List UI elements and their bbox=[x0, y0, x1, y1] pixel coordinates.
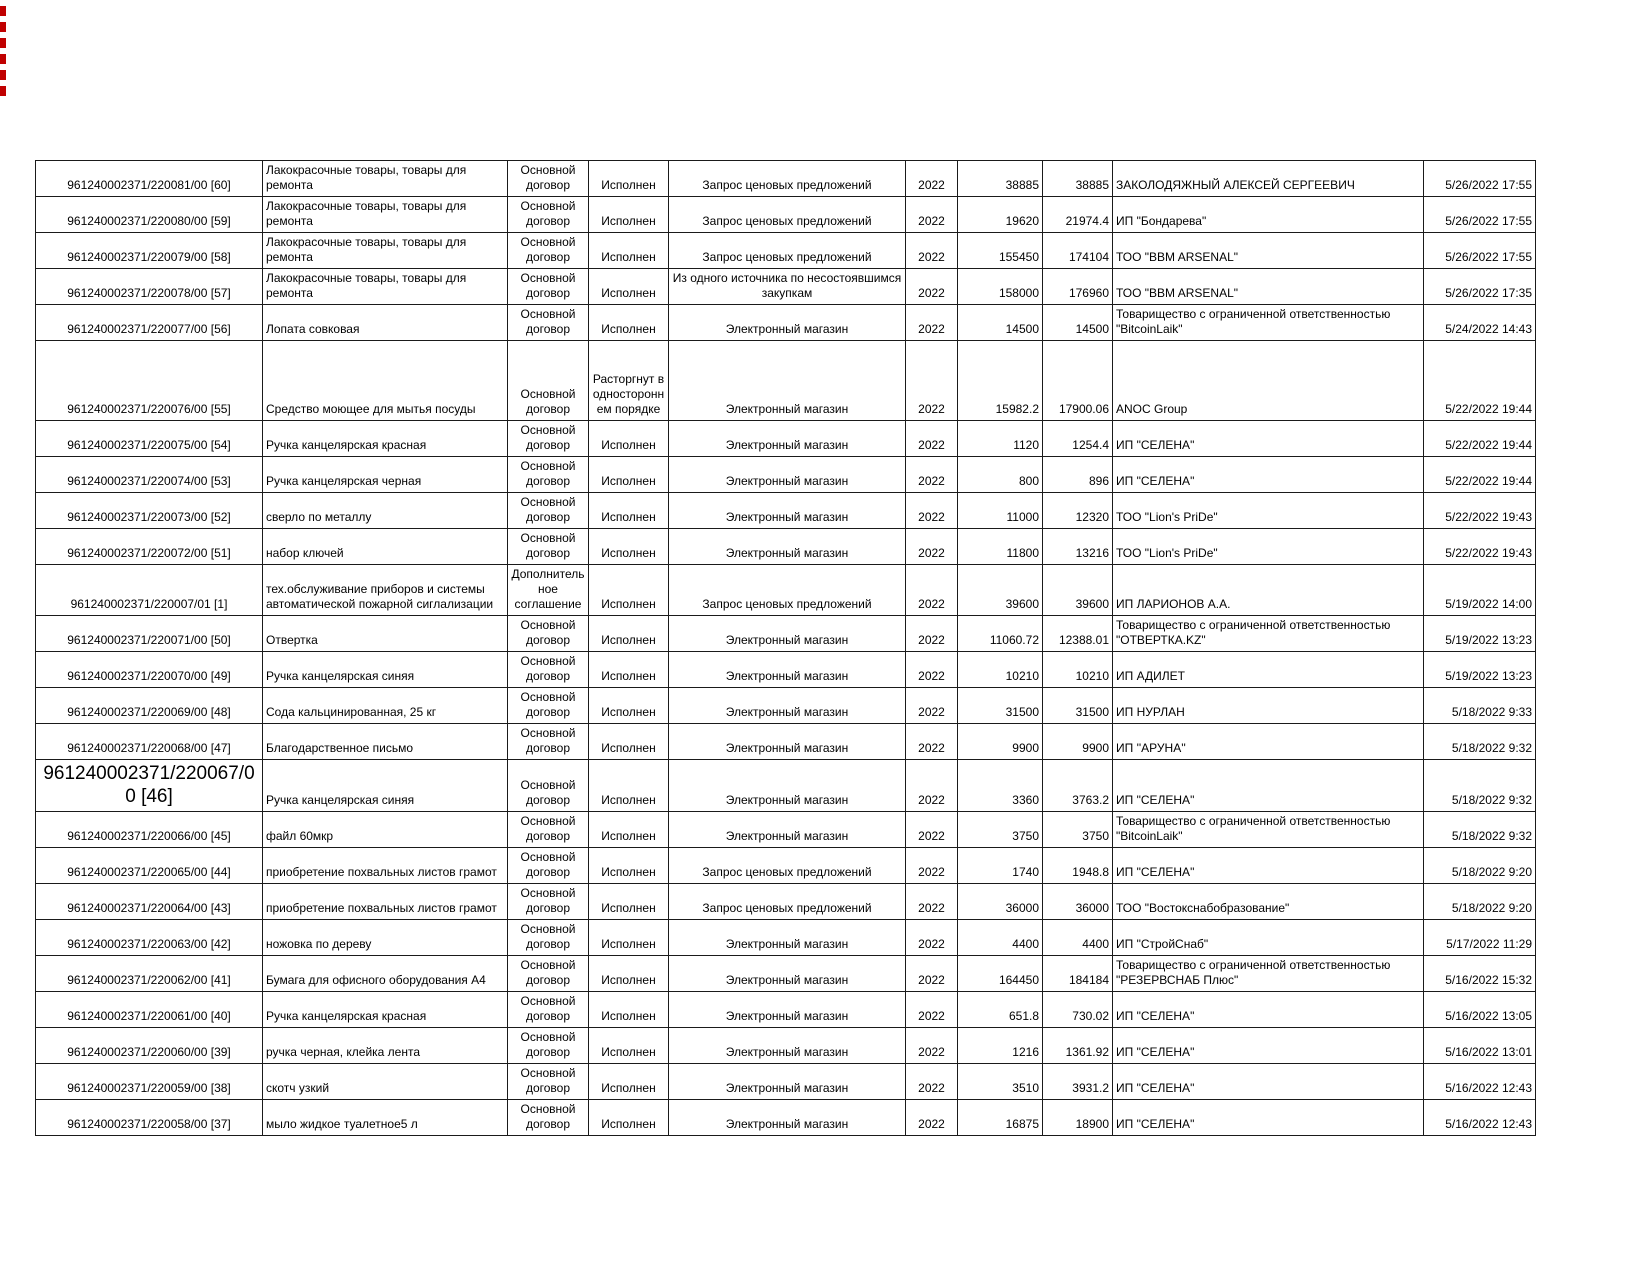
cell-supplier: ИП "СЕЛЕНА" bbox=[1113, 848, 1424, 884]
cell-amount: 15982.2 bbox=[958, 341, 1043, 421]
cell-contract-number: 961240002371/220066/00 [45] bbox=[36, 812, 263, 848]
cell-procurement-method: Электронный магазин bbox=[669, 688, 906, 724]
cell-subject: ручка черная, клейка лента bbox=[263, 1028, 508, 1064]
cell-date: 5/26/2022 17:35 bbox=[1424, 269, 1536, 305]
cell-subject: Лопата совковая bbox=[263, 305, 508, 341]
cell-year: 2022 bbox=[906, 956, 958, 992]
table-row bbox=[36, 812, 1536, 848]
cell-supplier: ANOC Group bbox=[1113, 341, 1424, 421]
cell-year: 2022 bbox=[906, 457, 958, 493]
cell-contract-type: Основной договор bbox=[508, 920, 589, 956]
cell-amount-total: 3931.2 bbox=[1043, 1064, 1113, 1100]
cell-amount: 31500 bbox=[958, 688, 1043, 724]
cell-date: 5/22/2022 19:43 bbox=[1424, 529, 1536, 565]
table-row bbox=[36, 1028, 1536, 1064]
cell-amount: 11800 bbox=[958, 529, 1043, 565]
cell-date: 5/26/2022 17:55 bbox=[1424, 161, 1536, 197]
cell-date: 5/18/2022 9:20 bbox=[1424, 884, 1536, 920]
cell-year: 2022 bbox=[906, 812, 958, 848]
cell-year: 2022 bbox=[906, 616, 958, 652]
cell-subject: тех.обслуживание приборов и системы автоматической пожарной сиглализации bbox=[263, 565, 508, 616]
cell-contract-type: Основной договор bbox=[508, 493, 589, 529]
cell-status: Исполнен bbox=[589, 1100, 669, 1136]
table-row bbox=[36, 884, 1536, 920]
cell-procurement-method: Электронный магазин bbox=[669, 992, 906, 1028]
red-tick bbox=[0, 22, 6, 32]
cell-contract-number: 961240002371/220071/00 [50] bbox=[36, 616, 263, 652]
cell-date: 5/17/2022 11:29 bbox=[1424, 920, 1536, 956]
cell-supplier: ИП ''АРУНА'' bbox=[1113, 724, 1424, 760]
cell-supplier: Товарищество с ограниченной ответственностью "BitcoinLaik" bbox=[1113, 305, 1424, 341]
cell-date: 5/22/2022 19:44 bbox=[1424, 421, 1536, 457]
cell-subject: приобретение похвальных листов грамот bbox=[263, 848, 508, 884]
table-row bbox=[36, 341, 1536, 421]
cell-amount-total: 896 bbox=[1043, 457, 1113, 493]
cell-procurement-method: Электронный магазин bbox=[669, 529, 906, 565]
cell-amount-total: 21974.4 bbox=[1043, 197, 1113, 233]
cell-amount-total: 10210 bbox=[1043, 652, 1113, 688]
cell-contract-number: 961240002371/220058/00 [37] bbox=[36, 1100, 263, 1136]
cell-year: 2022 bbox=[906, 197, 958, 233]
cell-contract-type: Основной договор bbox=[508, 1100, 589, 1136]
cell-contract-number: 961240002371/220064/00 [43] bbox=[36, 884, 263, 920]
cell-status: Расторгнут в одностороннем порядке bbox=[589, 341, 669, 421]
table-row bbox=[36, 956, 1536, 992]
red-tick bbox=[0, 6, 6, 16]
cell-subject: набор ключей bbox=[263, 529, 508, 565]
cell-contract-type: Основной договор bbox=[508, 233, 589, 269]
table-row bbox=[36, 724, 1536, 760]
cell-amount-total: 38885 bbox=[1043, 161, 1113, 197]
cell-contract-number: 961240002371/220067/00 [46] bbox=[36, 760, 263, 812]
cell-date: 5/26/2022 17:55 bbox=[1424, 233, 1536, 269]
cell-subject: приобретение похвальных листов грамот bbox=[263, 884, 508, 920]
cell-status: Исполнен bbox=[589, 1028, 669, 1064]
table-row bbox=[36, 565, 1536, 616]
cell-status: Исполнен bbox=[589, 992, 669, 1028]
cell-supplier: ИП "СЕЛЕНА" bbox=[1113, 992, 1424, 1028]
cell-supplier: Товарищество с ограниченной ответственностью "РЕЗЕРВСНАБ Плюс" bbox=[1113, 956, 1424, 992]
table-row bbox=[36, 760, 1536, 812]
cell-procurement-method: Электронный магазин bbox=[669, 812, 906, 848]
cell-contract-number: 961240002371/220068/00 [47] bbox=[36, 724, 263, 760]
cell-amount-total: 3763.2 bbox=[1043, 760, 1113, 812]
cell-amount: 11060.72 bbox=[958, 616, 1043, 652]
cell-amount-total: 39600 bbox=[1043, 565, 1113, 616]
cell-amount: 38885 bbox=[958, 161, 1043, 197]
cell-contract-number: 961240002371/220073/00 [52] bbox=[36, 493, 263, 529]
cell-contract-type: Основной договор bbox=[508, 529, 589, 565]
cell-status: Исполнен bbox=[589, 616, 669, 652]
cell-contract-type: Основной договор bbox=[508, 616, 589, 652]
cell-amount: 16875 bbox=[958, 1100, 1043, 1136]
cell-contract-number: 961240002371/220077/00 [56] bbox=[36, 305, 263, 341]
cell-amount-total: 1254.4 bbox=[1043, 421, 1113, 457]
cell-contract-number: 961240002371/220069/00 [48] bbox=[36, 688, 263, 724]
cell-date: 5/18/2022 9:20 bbox=[1424, 848, 1536, 884]
cell-contract-type: Основной договор bbox=[508, 457, 589, 493]
cell-amount: 1216 bbox=[958, 1028, 1043, 1064]
cell-subject: Благодарственное письмо bbox=[263, 724, 508, 760]
cell-amount: 1740 bbox=[958, 848, 1043, 884]
cell-status: Исполнен bbox=[589, 269, 669, 305]
cell-amount: 39600 bbox=[958, 565, 1043, 616]
table-row bbox=[36, 529, 1536, 565]
contracts-table bbox=[35, 160, 1536, 1136]
cell-contract-type: Основной договор bbox=[508, 688, 589, 724]
cell-status: Исполнен bbox=[589, 688, 669, 724]
cell-amount-total: 12388.01 bbox=[1043, 616, 1113, 652]
cell-procurement-method: Электронный магазин bbox=[669, 616, 906, 652]
cell-contract-type: Основной договор bbox=[508, 652, 589, 688]
cell-procurement-method: Запрос ценовых предложений bbox=[669, 884, 906, 920]
cell-supplier: ТОО "BBM ARSENAL" bbox=[1113, 269, 1424, 305]
cell-contract-type: Основной договор bbox=[508, 197, 589, 233]
cell-status: Исполнен bbox=[589, 305, 669, 341]
table-row bbox=[36, 457, 1536, 493]
cell-date: 5/19/2022 14:00 bbox=[1424, 565, 1536, 616]
cell-year: 2022 bbox=[906, 848, 958, 884]
cell-procurement-method: Электронный магазин bbox=[669, 1028, 906, 1064]
cell-procurement-method: Электронный магазин bbox=[669, 760, 906, 812]
cell-date: 5/18/2022 9:33 bbox=[1424, 688, 1536, 724]
table-row bbox=[36, 421, 1536, 457]
cell-amount: 14500 bbox=[958, 305, 1043, 341]
cell-amount: 800 bbox=[958, 457, 1043, 493]
cell-amount-total: 1948.8 bbox=[1043, 848, 1113, 884]
cell-status: Исполнен bbox=[589, 724, 669, 760]
cell-date: 5/16/2022 15:32 bbox=[1424, 956, 1536, 992]
cell-amount-total: 9900 bbox=[1043, 724, 1113, 760]
cell-date: 5/26/2022 17:55 bbox=[1424, 197, 1536, 233]
cell-amount-total: 184184 bbox=[1043, 956, 1113, 992]
cell-procurement-method: Электронный магазин bbox=[669, 493, 906, 529]
cell-year: 2022 bbox=[906, 233, 958, 269]
cell-supplier: ТОО "Востокснабобразование" bbox=[1113, 884, 1424, 920]
cell-date: 5/18/2022 9:32 bbox=[1424, 812, 1536, 848]
cell-amount: 11000 bbox=[958, 493, 1043, 529]
cell-subject: Лакокрасочные товары, товары для ремонта bbox=[263, 161, 508, 197]
cell-supplier: ИП "СЕЛЕНА" bbox=[1113, 1064, 1424, 1100]
cell-status: Исполнен bbox=[589, 421, 669, 457]
cell-supplier: ИП "СЕЛЕНА" bbox=[1113, 1028, 1424, 1064]
contracts-table-body bbox=[36, 161, 1536, 1136]
cell-date: 5/16/2022 12:43 bbox=[1424, 1100, 1536, 1136]
cell-procurement-method: Электронный магазин bbox=[669, 724, 906, 760]
cell-subject: файл 60мкр bbox=[263, 812, 508, 848]
cell-year: 2022 bbox=[906, 1028, 958, 1064]
table-row bbox=[36, 1100, 1536, 1136]
cell-status: Исполнен bbox=[589, 956, 669, 992]
cell-year: 2022 bbox=[906, 269, 958, 305]
table-row bbox=[36, 652, 1536, 688]
cell-amount: 3510 bbox=[958, 1064, 1043, 1100]
cell-year: 2022 bbox=[906, 1064, 958, 1100]
cell-subject: Ручка канцелярская синяя bbox=[263, 760, 508, 812]
table-row bbox=[36, 688, 1536, 724]
cell-year: 2022 bbox=[906, 161, 958, 197]
cell-contract-number: 961240002371/220065/00 [44] bbox=[36, 848, 263, 884]
table-row bbox=[36, 493, 1536, 529]
cell-year: 2022 bbox=[906, 688, 958, 724]
cell-contract-number: 961240002371/220080/00 [59] bbox=[36, 197, 263, 233]
cell-year: 2022 bbox=[906, 341, 958, 421]
table-row bbox=[36, 1064, 1536, 1100]
cell-amount: 651.8 bbox=[958, 992, 1043, 1028]
table-row bbox=[36, 161, 1536, 197]
cell-procurement-method: Запрос ценовых предложений bbox=[669, 565, 906, 616]
cell-date: 5/19/2022 13:23 bbox=[1424, 652, 1536, 688]
cell-status: Исполнен bbox=[589, 529, 669, 565]
cell-year: 2022 bbox=[906, 652, 958, 688]
cell-status: Исполнен bbox=[589, 233, 669, 269]
cell-subject: сверло по металлу bbox=[263, 493, 508, 529]
cell-subject: мыло жидкое туалетное5 л bbox=[263, 1100, 508, 1136]
cell-subject: Ручка канцелярская красная bbox=[263, 421, 508, 457]
cell-subject: Лакокрасочные товары, товары для ремонта bbox=[263, 269, 508, 305]
cell-year: 2022 bbox=[906, 760, 958, 812]
cell-contract-type: Основной договор bbox=[508, 421, 589, 457]
cell-procurement-method: Запрос ценовых предложений bbox=[669, 848, 906, 884]
cell-contract-number: 961240002371/220062/00 [41] bbox=[36, 956, 263, 992]
cell-supplier: ИП "Бондарева" bbox=[1113, 197, 1424, 233]
cell-subject: ножовка по дереву bbox=[263, 920, 508, 956]
red-tick bbox=[0, 38, 6, 48]
cell-status: Исполнен bbox=[589, 812, 669, 848]
cell-amount: 10210 bbox=[958, 652, 1043, 688]
cell-subject: Ручка канцелярская красная bbox=[263, 992, 508, 1028]
cell-contract-number: 961240002371/220081/00 [60] bbox=[36, 161, 263, 197]
cell-procurement-method: Запрос ценовых предложений bbox=[669, 233, 906, 269]
cell-amount: 155450 bbox=[958, 233, 1043, 269]
cell-supplier: ИП "СтройСнаб" bbox=[1113, 920, 1424, 956]
cell-status: Исполнен bbox=[589, 457, 669, 493]
cell-date: 5/16/2022 13:01 bbox=[1424, 1028, 1536, 1064]
cell-contract-number: 961240002371/220079/00 [58] bbox=[36, 233, 263, 269]
cell-amount-total: 36000 bbox=[1043, 884, 1113, 920]
cell-contract-type: Основной договор bbox=[508, 269, 589, 305]
cell-amount-total: 1361.92 bbox=[1043, 1028, 1113, 1064]
cell-procurement-method: Запрос ценовых предложений bbox=[669, 161, 906, 197]
table-row bbox=[36, 920, 1536, 956]
cell-contract-number: 961240002371/220007/01 [1] bbox=[36, 565, 263, 616]
cell-date: 5/22/2022 19:44 bbox=[1424, 341, 1536, 421]
cell-subject: Отвертка bbox=[263, 616, 508, 652]
cell-contract-type: Основной договор bbox=[508, 956, 589, 992]
cell-status: Исполнен bbox=[589, 884, 669, 920]
cell-procurement-method: Электронный магазин bbox=[669, 1100, 906, 1136]
cell-contract-type: Основной договор bbox=[508, 305, 589, 341]
cell-status: Исполнен bbox=[589, 848, 669, 884]
red-edge-marks bbox=[0, 6, 6, 102]
cell-subject: Бумага для офисного оборудования А4 bbox=[263, 956, 508, 992]
cell-subject: Ручка канцелярская черная bbox=[263, 457, 508, 493]
table-row bbox=[36, 197, 1536, 233]
cell-status: Исполнен bbox=[589, 760, 669, 812]
cell-procurement-method: Электронный магазин bbox=[669, 341, 906, 421]
cell-amount-total: 4400 bbox=[1043, 920, 1113, 956]
cell-amount-total: 18900 bbox=[1043, 1100, 1113, 1136]
cell-procurement-method: Электронный магазин bbox=[669, 1064, 906, 1100]
cell-supplier: ТОО "Lion's PriDe" bbox=[1113, 529, 1424, 565]
cell-procurement-method: Электронный магазин bbox=[669, 457, 906, 493]
cell-status: Исполнен bbox=[589, 652, 669, 688]
cell-supplier: Товарищество с ограниченной ответственностью "ОТВЕРТКА.KZ" bbox=[1113, 616, 1424, 652]
cell-status: Исполнен bbox=[589, 565, 669, 616]
cell-amount-total: 176960 bbox=[1043, 269, 1113, 305]
cell-procurement-method: Электронный магазин bbox=[669, 956, 906, 992]
cell-date: 5/18/2022 9:32 bbox=[1424, 724, 1536, 760]
cell-contract-type: Основной договор bbox=[508, 724, 589, 760]
table-row bbox=[36, 233, 1536, 269]
cell-procurement-method: Электронный магазин bbox=[669, 421, 906, 457]
cell-contract-number: 961240002371/220059/00 [38] bbox=[36, 1064, 263, 1100]
cell-year: 2022 bbox=[906, 884, 958, 920]
cell-supplier: ИП АДИЛЕТ bbox=[1113, 652, 1424, 688]
cell-date: 5/22/2022 19:44 bbox=[1424, 457, 1536, 493]
cell-supplier: ИП "СЕЛЕНА" bbox=[1113, 1100, 1424, 1136]
cell-supplier: ЗАКОЛОДЯЖНЫЙ АЛЕКСЕЙ СЕРГЕЕВИЧ bbox=[1113, 161, 1424, 197]
cell-contract-number: 961240002371/220075/00 [54] bbox=[36, 421, 263, 457]
red-tick bbox=[0, 86, 6, 96]
cell-contract-number: 961240002371/220061/00 [40] bbox=[36, 992, 263, 1028]
red-tick bbox=[0, 54, 6, 64]
cell-supplier: Товарищество с ограниченной ответственностью "BitcoinLaik" bbox=[1113, 812, 1424, 848]
cell-contract-number: 961240002371/220060/00 [39] bbox=[36, 1028, 263, 1064]
cell-contract-number: 961240002371/220070/00 [49] bbox=[36, 652, 263, 688]
cell-contract-type: Основной договор bbox=[508, 1064, 589, 1100]
cell-procurement-method: Запрос ценовых предложений bbox=[669, 197, 906, 233]
cell-subject: Сода кальцинированная, 25 кг bbox=[263, 688, 508, 724]
cell-year: 2022 bbox=[906, 920, 958, 956]
cell-status: Исполнен bbox=[589, 161, 669, 197]
cell-year: 2022 bbox=[906, 724, 958, 760]
cell-status: Исполнен bbox=[589, 1064, 669, 1100]
cell-contract-type: Основной договор bbox=[508, 884, 589, 920]
cell-amount-total: 12320 bbox=[1043, 493, 1113, 529]
cell-subject: Ручка канцелярская синяя bbox=[263, 652, 508, 688]
cell-amount-total: 174104 bbox=[1043, 233, 1113, 269]
cell-year: 2022 bbox=[906, 305, 958, 341]
cell-date: 5/16/2022 12:43 bbox=[1424, 1064, 1536, 1100]
cell-contract-type: Основной договор bbox=[508, 812, 589, 848]
cell-contract-number: 961240002371/220078/00 [57] bbox=[36, 269, 263, 305]
cell-status: Исполнен bbox=[589, 920, 669, 956]
cell-procurement-method: Электронный магазин bbox=[669, 305, 906, 341]
cell-supplier: ИП НУРЛАН bbox=[1113, 688, 1424, 724]
cell-amount-total: 31500 bbox=[1043, 688, 1113, 724]
cell-supplier: ТОО "Lion's PriDe" bbox=[1113, 493, 1424, 529]
cell-year: 2022 bbox=[906, 529, 958, 565]
cell-contract-type: Основной договор bbox=[508, 992, 589, 1028]
cell-contract-number: 961240002371/220076/00 [55] bbox=[36, 341, 263, 421]
cell-amount: 3360 bbox=[958, 760, 1043, 812]
cell-supplier: ТОО "BBM ARSENAL" bbox=[1113, 233, 1424, 269]
table-row bbox=[36, 848, 1536, 884]
cell-amount: 1120 bbox=[958, 421, 1043, 457]
cell-date: 5/22/2022 19:43 bbox=[1424, 493, 1536, 529]
cell-amount-total: 730.02 bbox=[1043, 992, 1113, 1028]
table-row bbox=[36, 992, 1536, 1028]
cell-contract-type: Основной договор bbox=[508, 760, 589, 812]
cell-year: 2022 bbox=[906, 1100, 958, 1136]
cell-subject: Средство моющее для мытья посуды bbox=[263, 341, 508, 421]
cell-contract-type: Основной договор bbox=[508, 848, 589, 884]
cell-amount-total: 17900.06 bbox=[1043, 341, 1113, 421]
cell-year: 2022 bbox=[906, 565, 958, 616]
table-row bbox=[36, 269, 1536, 305]
cell-contract-number: 961240002371/220074/00 [53] bbox=[36, 457, 263, 493]
table-row bbox=[36, 305, 1536, 341]
cell-amount: 9900 bbox=[958, 724, 1043, 760]
cell-amount: 36000 bbox=[958, 884, 1043, 920]
red-tick bbox=[0, 70, 6, 80]
cell-date: 5/16/2022 13:05 bbox=[1424, 992, 1536, 1028]
cell-amount-total: 3750 bbox=[1043, 812, 1113, 848]
cell-subject: Лакокрасочные товары, товары для ремонта bbox=[263, 233, 508, 269]
cell-contract-type: Основной договор bbox=[508, 1028, 589, 1064]
cell-contract-number: 961240002371/220063/00 [42] bbox=[36, 920, 263, 956]
cell-contract-type: Основной договор bbox=[508, 161, 589, 197]
cell-contract-type: Основной договор bbox=[508, 341, 589, 421]
cell-amount-total: 13216 bbox=[1043, 529, 1113, 565]
cell-subject: скотч узкий bbox=[263, 1064, 508, 1100]
cell-year: 2022 bbox=[906, 493, 958, 529]
cell-supplier: ИП ЛАРИОНОВ А.А. bbox=[1113, 565, 1424, 616]
table-row bbox=[36, 616, 1536, 652]
cell-date: 5/19/2022 13:23 bbox=[1424, 616, 1536, 652]
cell-procurement-method: Из одного источника по несостоявшимся закупкам bbox=[669, 269, 906, 305]
cell-date: 5/18/2022 9:32 bbox=[1424, 760, 1536, 812]
cell-year: 2022 bbox=[906, 421, 958, 457]
cell-procurement-method: Электронный магазин bbox=[669, 920, 906, 956]
cell-supplier: ИП "СЕЛЕНА" bbox=[1113, 457, 1424, 493]
cell-subject: Лакокрасочные товары, товары для ремонта bbox=[263, 197, 508, 233]
cell-amount: 4400 bbox=[958, 920, 1043, 956]
cell-supplier: ИП "СЕЛЕНА" bbox=[1113, 760, 1424, 812]
cell-amount: 158000 bbox=[958, 269, 1043, 305]
cell-amount: 164450 bbox=[958, 956, 1043, 992]
cell-amount: 3750 bbox=[958, 812, 1043, 848]
cell-amount: 19620 bbox=[958, 197, 1043, 233]
cell-status: Исполнен bbox=[589, 493, 669, 529]
cell-contract-type: Дополнительное соглашение bbox=[508, 565, 589, 616]
cell-supplier: ИП "СЕЛЕНА" bbox=[1113, 421, 1424, 457]
cell-year: 2022 bbox=[906, 992, 958, 1028]
cell-procurement-method: Электронный магазин bbox=[669, 652, 906, 688]
cell-date: 5/24/2022 14:43 bbox=[1424, 305, 1536, 341]
cell-status: Исполнен bbox=[589, 197, 669, 233]
cell-amount-total: 14500 bbox=[1043, 305, 1113, 341]
cell-contract-number: 961240002371/220072/00 [51] bbox=[36, 529, 263, 565]
